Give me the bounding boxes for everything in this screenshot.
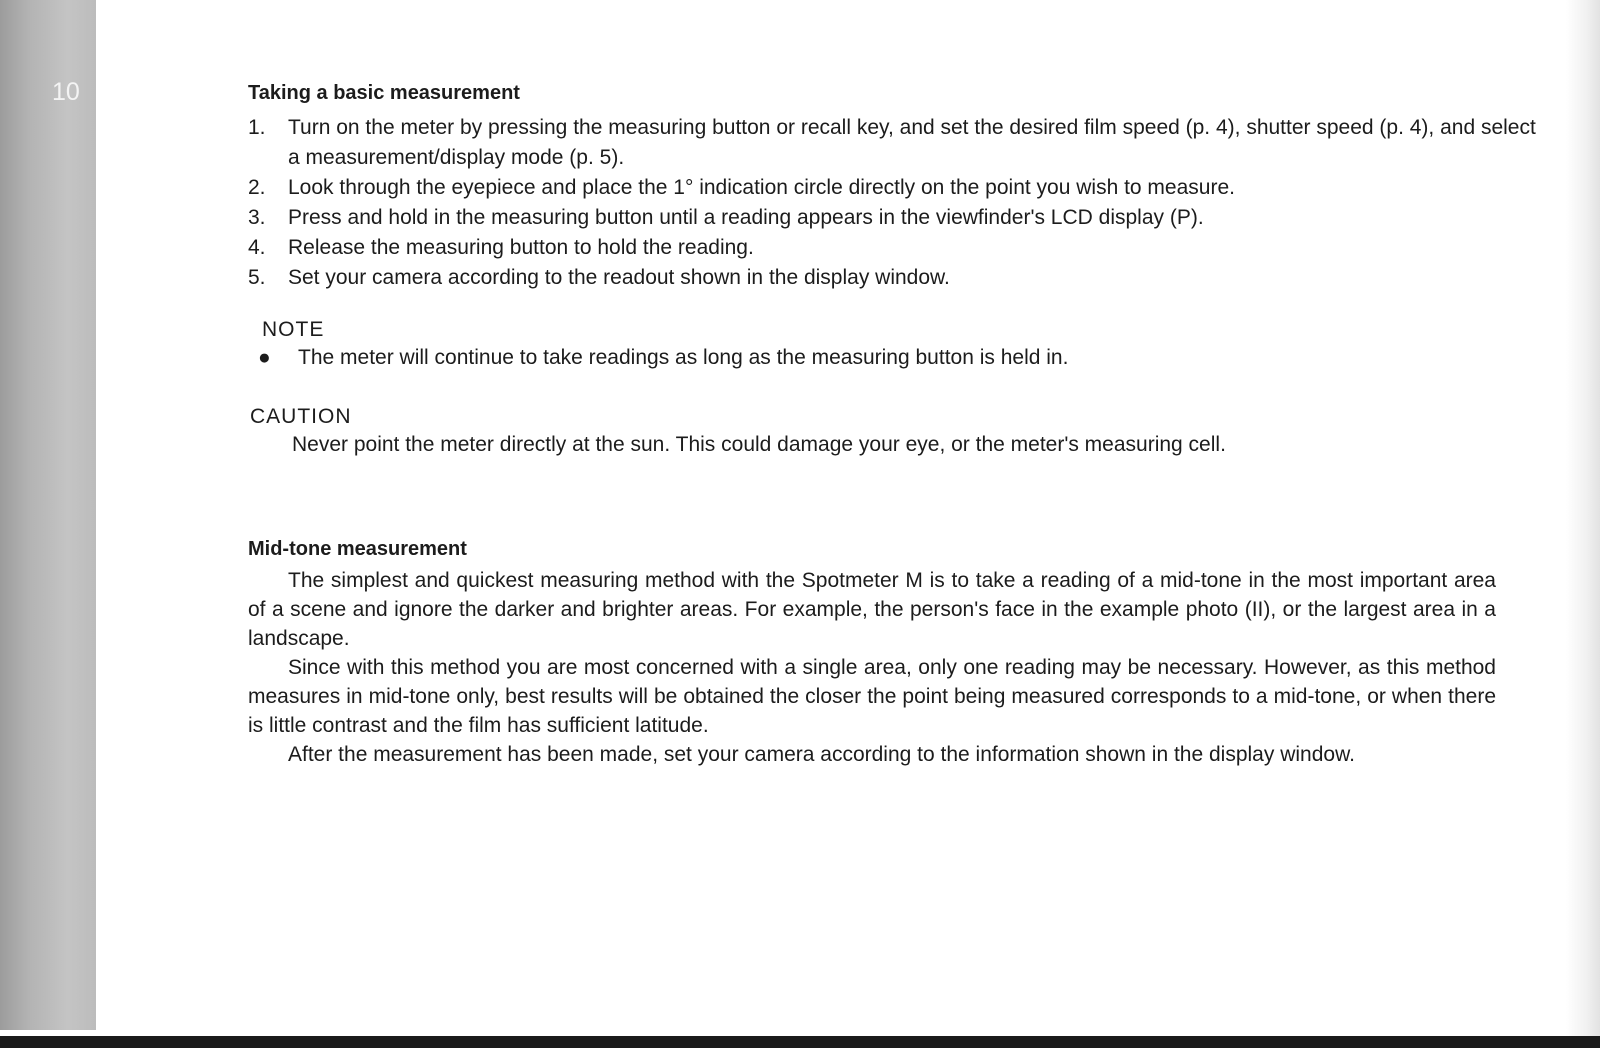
caution-text: Never point the meter directly at the sun. This could damage your eye, or the meter's measuring cell. [292,433,1226,456]
step-item [248,113,1548,173]
note-text: The meter will continue to take readings as long as the measuring button is held in. [298,346,1069,369]
note-label: NOTE [262,318,325,341]
step-number: 2. [248,176,266,199]
step-number: 1. [248,116,266,139]
bullet-icon: ● [258,346,271,369]
step-item [248,203,1548,233]
body-paragraph: The simplest and quickest measuring method with the Spotmeter M is to take a reading of a mid-tone in the most important area of a scene and ignore the darker and brighter areas. For example, the person's face in the example photo (II), or the largest area in a landscape. [248,569,1496,650]
page-gutter-shadow [1566,0,1600,1036]
step-text: Turn on the meter by pressing the measuring button or recall key, and set the desired film speed (p. 4), shutter speed (p. 4), and select a measurement/display mode (p. 5). [288,116,1536,169]
mid-tone-body [248,566,1496,769]
step-text: Press and hold in the measuring button until a reading appears in the viewfinder's LCD display (P). [288,206,1204,229]
step-text: Release the measuring button to hold the reading. [288,236,754,259]
bottom-border [0,1036,1600,1048]
step-number: 5. [248,266,266,289]
step-item [248,173,1548,203]
step-text: Set your camera according to the readout shown in the display window. [288,266,950,289]
step-text: Look through the eyepiece and place the 1° indication circle directly on the point you wish to measure. [288,176,1235,199]
caution-label: CAUTION [250,405,352,428]
body-paragraph: Since with this method you are most concerned with a single area, only one reading may be necessary. However, as this method measures in mid-tone only, best results will be obtained the closer the point being measured corresponds to a mid-tone, or when there is little contrast and the film has sufficient latitude. [248,656,1496,737]
step-number: 4. [248,236,266,259]
step-item [248,233,1548,263]
body-paragraph: After the measurement has been made, set your camera according to the information shown in the display window. [288,743,1355,766]
page-number: 10 [52,78,80,106]
steps-list [248,113,1548,293]
section-heading-basic-measurement: Taking a basic measurement [248,82,520,104]
section-heading-mid-tone: Mid-tone measurement [248,538,467,560]
page-edge-tab [0,0,96,1030]
note-item [258,346,1068,370]
step-number: 3. [248,206,266,229]
step-item [248,263,1548,293]
